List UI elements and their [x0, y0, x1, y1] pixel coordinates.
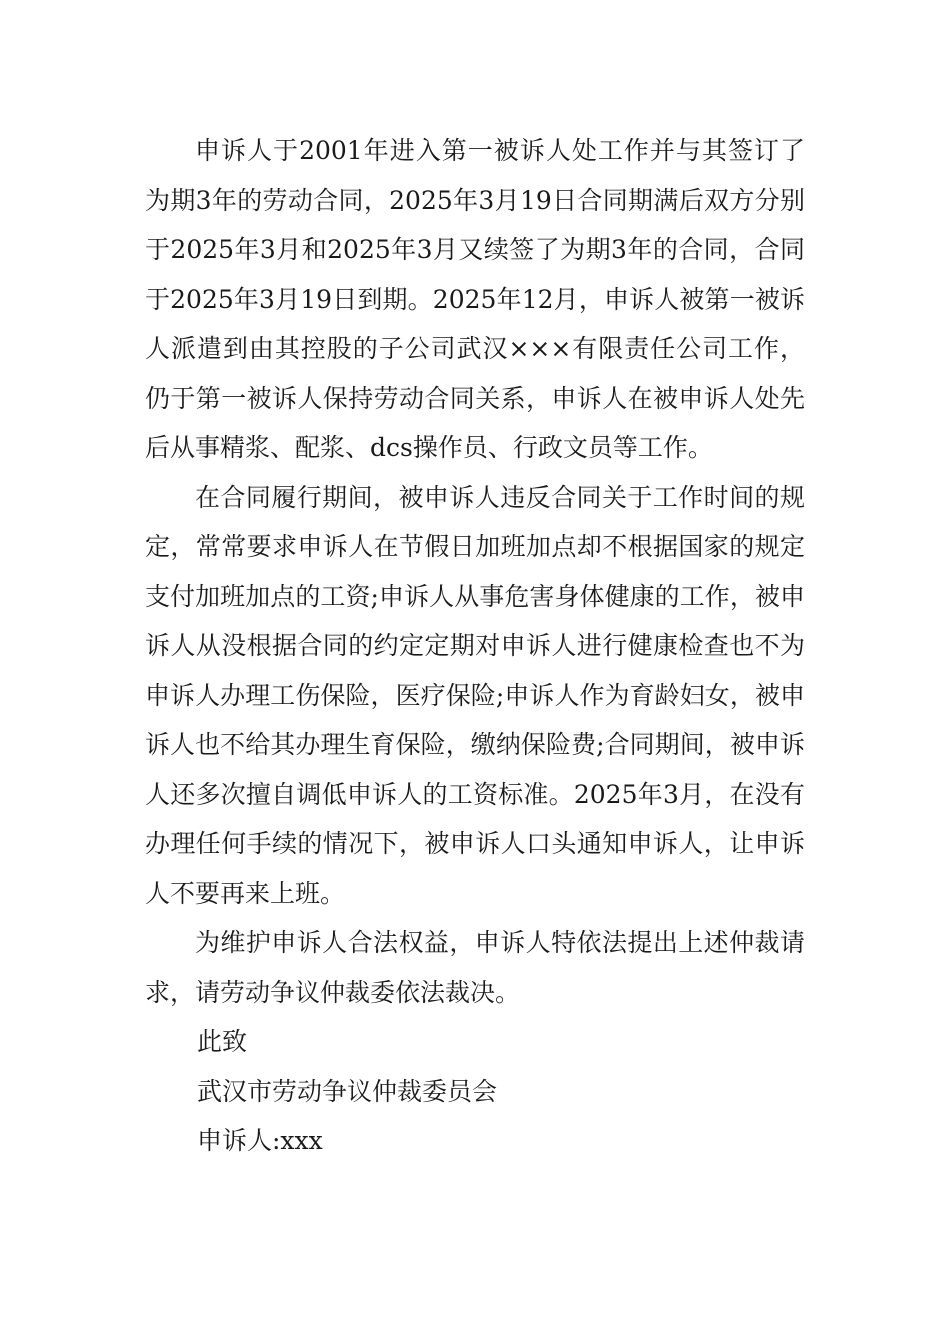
paragraph-violations: 在合同履行期间，被申诉人违反合同关于工作时间的规定，常常要求申诉人在节假日加班加点却不根据国家的规定支付加班加点的工资;申诉人从事危害身体健康的工作，被申诉人从没根据合同的约定定期对申诉人进行健康检查也不为申诉人办理工伤保险，医疗保险;申诉人作为育龄妇女，被申诉人也不给其办理生育保险，缴纳保险费;合同期间，被申诉人还多次擅自调低申诉人的工资标准。2025年3月，在没有办理任何手续的情况下，被申诉人口头通知申诉人，让申诉人不要再来上班。 [145, 482, 805, 908]
paragraph-request: 为维护申诉人合法权益，申诉人特依法提出上述仲裁请求，请劳动争议仲裁委依法裁决。 [145, 928, 805, 1007]
closing-signature: 申诉人:xxx [197, 1126, 323, 1155]
closing-salutation: 此致 [197, 1027, 248, 1056]
closing-recipient: 武汉市劳动争议仲裁委员会 [197, 1076, 498, 1106]
document-body [145, 126, 805, 1166]
paragraph-employment-history: 申诉人于2001年进入第一被诉人处工作并与其签订了为期3年的劳动合同，2025年3月19日合同期满后双方分别于2025年3月和2025年3月又续签了为期3年的合同，合同于2025年3月19日到期。2025年12月，申诉人被第一被诉人派遣到由其控股的子公司武汉×××有限责任公司工作，仍于第一被诉人保持劳动合同关系，申诉人在被申诉人处先后从事精浆、配浆、dcs操作员、行政文员等工作。 [145, 136, 805, 462]
